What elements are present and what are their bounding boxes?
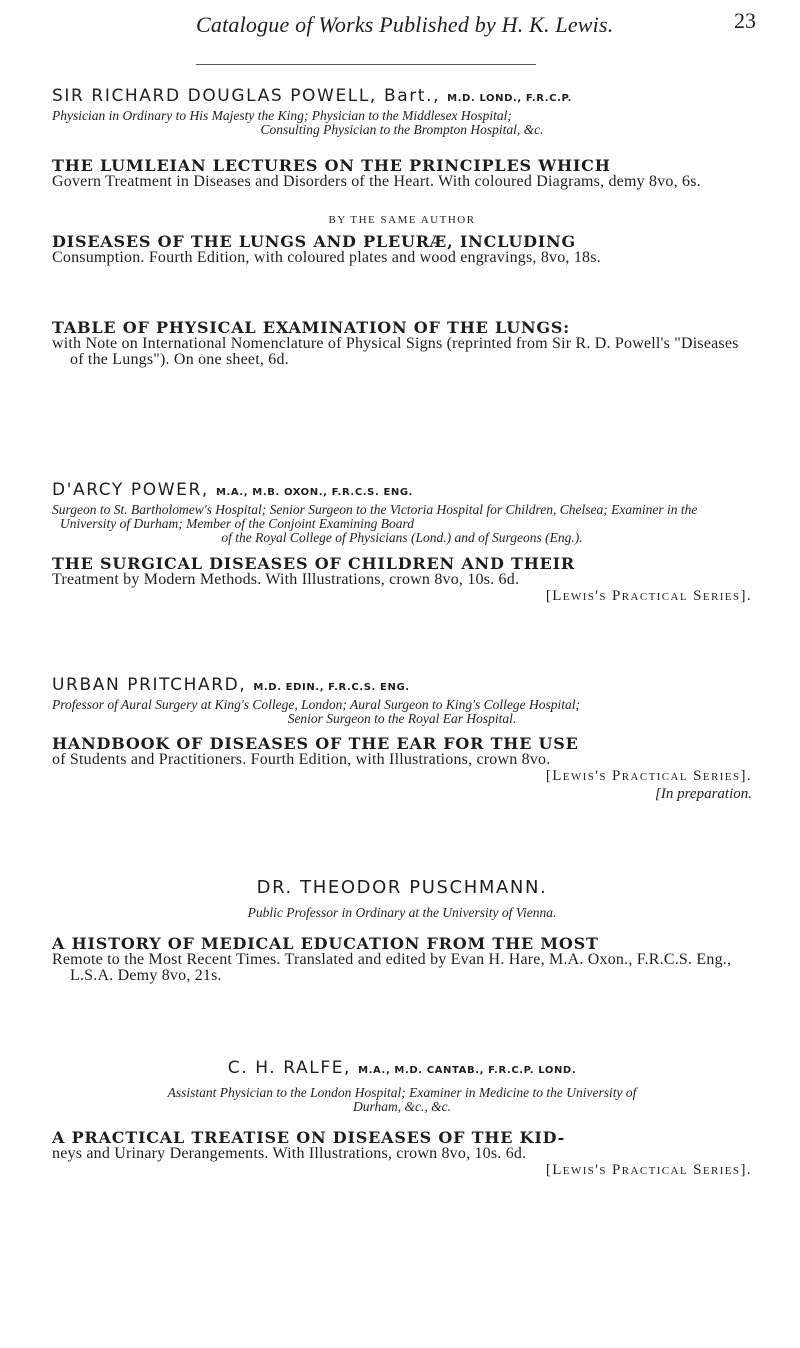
entry-darcy-power <box>52 480 752 545</box>
posts-line: Public Professor in Ordinary at the University of Vienna. <box>247 905 557 920</box>
work-description: neys and Urinary Derangements. With Illustrations, crown 8vo, 10s. 6d. <box>52 1145 527 1162</box>
author-name <box>52 675 752 695</box>
work-lumleian-lectures <box>52 158 752 190</box>
work-title: THE SURGICAL DISEASES OF CHILDREN AND THEIR <box>52 554 576 573</box>
author-posts <box>52 906 752 920</box>
author-label: URBAN PRITCHARD, <box>52 675 247 695</box>
work-title: HANDBOOK OF DISEASES OF THE EAR FOR THE USE <box>52 734 579 753</box>
running-title: Catalogue of Works Published by H. K. Lewis. <box>196 12 614 37</box>
author-name <box>52 877 752 898</box>
work-description: Remote to the Most Recent Times. Translated and edited by Evan H. Hare, M.A. Oxon., F.R.C.S. Eng., L.S.A. Demy 8vo, 21s. <box>52 951 732 984</box>
entry-theodor-puschmann <box>52 877 752 920</box>
author-degrees: M.A., M.B. OXON., F.R.C.S. ENG. <box>215 487 414 498</box>
posts-line: Professor of Aural Surgery at King's College, London; Aural Surgeon to King's College Hospital; <box>52 697 581 712</box>
posts-line: Physician in Ordinary to His Majesty the King; Physician to the Middlesex Hospital; <box>52 108 512 123</box>
work-description: Govern Treatment in Diseases and Disorders of the Heart. With coloured Diagrams, demy 8vo, 6s. <box>52 173 701 190</box>
series-label: [Lewis's Practical Series]. <box>545 768 752 784</box>
series-label: [Lewis's Practical Series]. <box>545 1162 752 1178</box>
running-head <box>196 8 756 48</box>
author-name <box>52 86 752 106</box>
work-history-of-medical-education <box>52 936 752 984</box>
author-label: DR. THEODOR PUSCHMANN. <box>256 877 548 898</box>
posts-line: Assistant Physician to the London Hospital; Examiner in Medicine to the University of <box>167 1085 637 1100</box>
header-rule <box>196 64 536 65</box>
by-same-author <box>52 208 752 234</box>
series-label: [Lewis's Practical Series]. <box>545 588 752 604</box>
posts-line: of the Royal College of Physicians (Lond.) and of Surgeons (Eng.). <box>221 530 583 545</box>
work-title: DISEASES OF THE LUNGS AND PLEURÆ, INCLUDING <box>52 232 576 251</box>
work-description: Treatment by Modern Methods. With Illustrations, crown 8vo, 10s. 6d. <box>52 571 520 588</box>
page-number: 23 <box>734 8 756 33</box>
work-description: Consumption. Fourth Edition, with coloured plates and wood engravings, 8vo, 18s. <box>52 249 601 266</box>
author-label: C. H. RALFE, <box>227 1058 352 1078</box>
work-title: THE LUMLEIAN LECTURES ON THE PRINCIPLES WHICH <box>52 156 611 175</box>
author-degrees: M.A., M.D. CANTAB., F.R.C.P. LOND. <box>358 1065 577 1076</box>
work-title: A PRACTICAL TREATISE ON DISEASES OF THE KID- <box>52 1128 566 1147</box>
author-degrees: M.D. EDIN., F.R.C.S. ENG. <box>253 682 410 693</box>
posts-line: Surgeon to St. Bartholomew's Hospital; Senior Surgeon to the Victoria Hospital for Children, Chelsea; Examiner in the University of Durham; Member of the Conjoint Examining Board <box>52 502 698 531</box>
author-posts <box>52 503 752 545</box>
entry-ch-ralfe <box>52 1058 752 1114</box>
work-title: TABLE OF PHYSICAL EXAMINATION OF THE LUNGS: <box>52 318 570 337</box>
work-surgical-diseases-of-children <box>52 556 752 605</box>
entry-powell <box>52 86 752 137</box>
posts-line: Senior Surgeon to the Royal Ear Hospital. <box>287 711 517 726</box>
entry-urban-pritchard <box>52 675 752 726</box>
author-name <box>52 1058 752 1078</box>
author-degrees: M.D. LOND., F.R.C.P. <box>447 93 572 104</box>
work-table-physical-examination <box>52 320 752 368</box>
posts-line: Consulting Physician to the Brompton Hospital, &c. <box>260 122 544 137</box>
author-label: D'ARCY POWER, <box>52 480 209 500</box>
author-posts <box>52 698 752 726</box>
author-posts <box>52 1086 752 1114</box>
work-title: A HISTORY OF MEDICAL EDUCATION FROM THE MOST <box>52 934 599 953</box>
author-label: SIR RICHARD DOUGLAS POWELL, Bart., <box>52 86 441 106</box>
work-handbook-diseases-of-ear <box>52 736 752 803</box>
work-treatise-diseases-of-kidneys <box>52 1130 752 1179</box>
author-name <box>52 480 752 500</box>
posts-line: Durham, &c., &c. <box>353 1099 451 1114</box>
work-description: of Students and Practitioners. Fourth Edition, with Illustrations, crown 8vo. <box>52 751 551 768</box>
work-diseases-of-lungs <box>52 234 752 266</box>
by-same-author-label: BY THE SAME AUTHOR <box>328 214 476 226</box>
preparation-note: [In preparation. <box>655 786 752 802</box>
author-posts <box>52 109 752 137</box>
work-description: with Note on International Nomenclature of Physical Signs (reprinted from Sir R. D. Powell's "Diseases of the Lungs"). On one sheet, 6d. <box>52 335 739 368</box>
